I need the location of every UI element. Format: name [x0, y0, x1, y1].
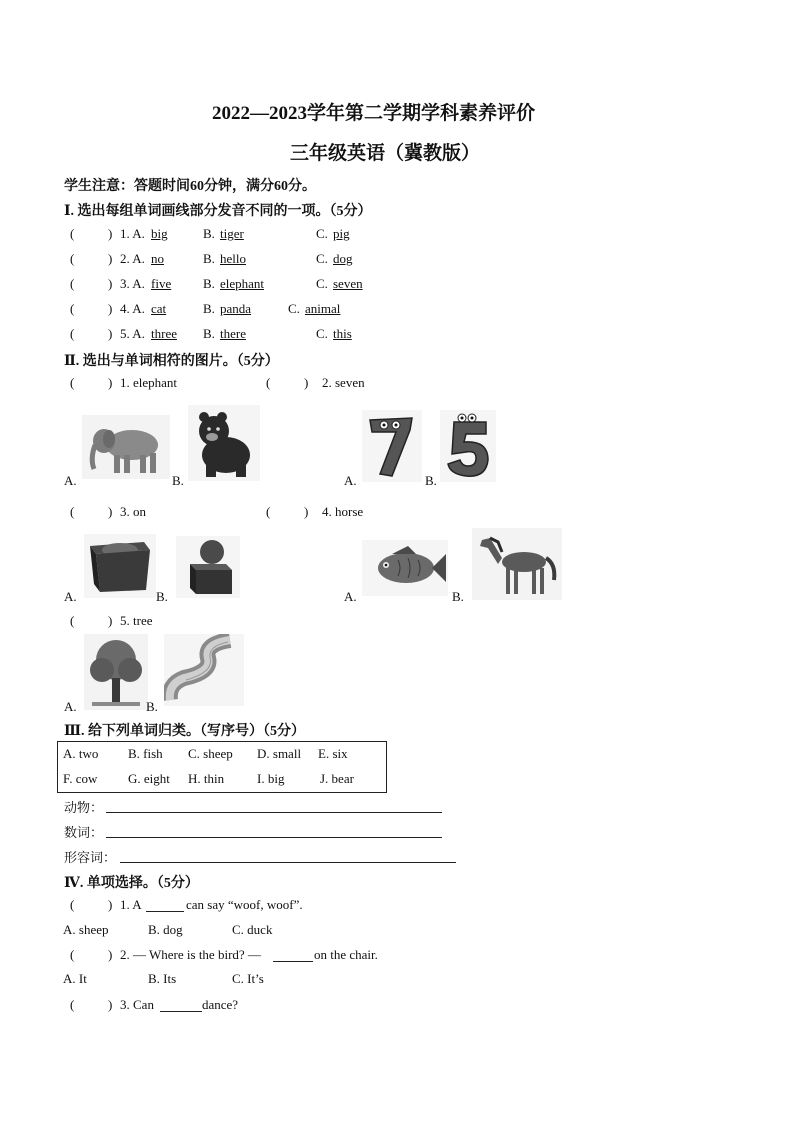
question-number: 5. A. — [120, 326, 145, 341]
word-bank-item: C. sheep — [188, 746, 233, 761]
tree-picture — [84, 634, 148, 710]
answer-paren-open: ( — [70, 276, 75, 291]
option-b: panda — [220, 301, 252, 316]
choice-question-2-end: on the chair. — [314, 947, 378, 962]
word-bank-item: F. cow — [63, 771, 98, 786]
animals-answer-line[interactable] — [106, 812, 442, 813]
choice-option: C. It’s — [232, 971, 264, 986]
numbers-label: 数词： — [64, 825, 104, 840]
answer-paren-open: ( — [70, 226, 75, 241]
option-c-label: C. — [316, 326, 328, 341]
choice-question-1-start: 1. A — [120, 897, 142, 912]
option-c: seven — [333, 276, 363, 291]
choice-question-3-end: dance? — [202, 997, 239, 1012]
option-b-label: B. — [146, 699, 158, 714]
ball-in-box-picture — [84, 534, 156, 598]
answer-paren-open: ( — [266, 504, 271, 519]
option-b: elephant — [220, 276, 265, 291]
bear-picture — [188, 405, 260, 481]
option-a: three — [151, 326, 177, 341]
answer-paren-close: ) — [304, 504, 309, 519]
choice-option: A. It — [63, 971, 87, 986]
answer-paren-open: ( — [70, 613, 75, 628]
option-c-label: C. — [316, 226, 328, 241]
option-b-label: B. — [425, 473, 437, 488]
answer-paren-open: ( — [70, 504, 75, 519]
answer-paren-close: ) — [108, 301, 113, 316]
option-b-label: B. — [203, 226, 215, 241]
answer-paren-close: ) — [108, 226, 113, 241]
option-a-label: A. — [344, 589, 357, 604]
answer-paren-close: ) — [108, 276, 113, 291]
choice-question-3-start: 3. Can — [120, 997, 154, 1012]
animals-label: 动物： — [64, 800, 104, 815]
picture-question-1: 1. elephant — [120, 375, 178, 390]
answer-paren-open: ( — [70, 997, 75, 1012]
answer-paren-close: ) — [108, 997, 113, 1012]
adjectives-answer-line[interactable] — [120, 862, 456, 863]
option-c: animal — [305, 301, 341, 316]
picture-question-4: 4. horse — [322, 504, 364, 519]
answer-paren-close: ) — [108, 251, 113, 266]
option-c-label: C. — [316, 276, 328, 291]
section-2-heading: Ⅱ. 选出与单词相符的图片。（5分） — [64, 354, 279, 369]
section-1-heading: Ⅰ. 选出每组单词画线部分发音不同的一项。（5分） — [64, 204, 372, 219]
option-b: there — [220, 326, 246, 341]
numbers-answer-line[interactable] — [106, 837, 442, 838]
option-a: big — [151, 226, 168, 241]
ball-on-box-picture — [176, 536, 240, 598]
word-bank-item: G. eight — [128, 771, 170, 786]
option-b-label: B. — [172, 473, 184, 488]
number-seven-picture — [362, 410, 422, 482]
choice-option: A. sheep — [63, 922, 109, 937]
question-number: 4. A. — [120, 301, 145, 316]
word-bank-item: A. two — [63, 746, 99, 761]
picture-question-5: 5. tree — [120, 613, 153, 628]
option-a: five — [151, 276, 172, 291]
answer-paren-close: ) — [108, 326, 113, 341]
word-bank-item: J. bear — [320, 771, 354, 786]
choice-option: C. duck — [232, 922, 273, 937]
answer-paren-open: ( — [70, 251, 75, 266]
question-number: 3. A. — [120, 276, 145, 291]
choice-question-3-blank[interactable] — [160, 1011, 202, 1012]
option-b-label: B. — [203, 301, 215, 316]
number-five-picture — [440, 410, 496, 482]
word-bank-item: E. six — [318, 746, 348, 761]
option-a-label: A. — [64, 589, 77, 604]
option-c: pig — [333, 226, 350, 241]
fish-picture — [362, 540, 448, 596]
choice-question-2-start: 2. — Where is the bird? — — [120, 947, 261, 962]
word-bank-item: H. thin — [188, 771, 225, 786]
answer-paren-close: ) — [108, 375, 113, 390]
answer-paren-open: ( — [70, 326, 75, 341]
adjectives-label: 形容词： — [64, 850, 117, 865]
option-b-label: B. — [156, 589, 168, 604]
answer-paren-close: ) — [108, 947, 113, 962]
elephant-picture — [82, 415, 170, 479]
option-b-label: B. — [203, 251, 215, 266]
option-a: no — [151, 251, 164, 266]
answer-paren-open: ( — [70, 301, 75, 316]
choice-question-1-end: can say “woof, woof”. — [186, 897, 303, 912]
answer-paren-open: ( — [70, 897, 75, 912]
page-title: 2022—2023学年第二学期学科素养评价 — [212, 103, 536, 124]
section-3-heading: Ⅲ. 给下列单词归类。（写序号）（5分） — [64, 724, 306, 739]
answer-paren-close: ) — [108, 504, 113, 519]
picture-question-3: 3. on — [120, 504, 146, 519]
student-notice: 学生注意：答题时间60分钟，满分60分。 — [64, 179, 316, 194]
option-c-label: C. — [288, 301, 300, 316]
option-a: cat — [151, 301, 167, 316]
answer-paren-close: ) — [304, 375, 309, 390]
option-b-label: B. — [452, 589, 464, 604]
horse-picture — [472, 528, 562, 600]
answer-paren-open: ( — [266, 375, 271, 390]
option-a-label: A. — [64, 699, 77, 714]
question-number: 2. A. — [120, 251, 145, 266]
river-picture — [164, 634, 244, 706]
option-b: tiger — [220, 226, 244, 241]
option-b: hello — [220, 251, 246, 266]
word-bank-item: I. big — [257, 771, 285, 786]
option-b-label: B. — [203, 276, 215, 291]
option-b-label: B. — [203, 326, 215, 341]
answer-paren-close: ) — [108, 613, 113, 628]
option-c-label: C. — [316, 251, 328, 266]
option-c: dog — [333, 251, 353, 266]
answer-paren-close: ) — [108, 897, 113, 912]
option-a-label: A. — [64, 473, 77, 488]
option-a-label: A. — [344, 473, 357, 488]
page-subtitle: 三年级英语（冀教版） — [290, 143, 481, 164]
section-4-heading: Ⅳ. 单项选择。（5分） — [64, 876, 199, 891]
word-bank-item: B. fish — [128, 746, 163, 761]
picture-question-2: 2. seven — [322, 375, 365, 390]
question-number: 1. A. — [120, 226, 145, 241]
choice-question-1-blank[interactable] — [146, 911, 184, 912]
choice-question-2-blank[interactable] — [273, 961, 313, 962]
word-bank-item: D. small — [257, 746, 302, 761]
choice-option: B. Its — [148, 971, 177, 986]
answer-paren-open: ( — [70, 947, 75, 962]
option-c: this — [333, 326, 352, 341]
answer-paren-open: ( — [70, 375, 75, 390]
choice-option: B. dog — [148, 922, 183, 937]
